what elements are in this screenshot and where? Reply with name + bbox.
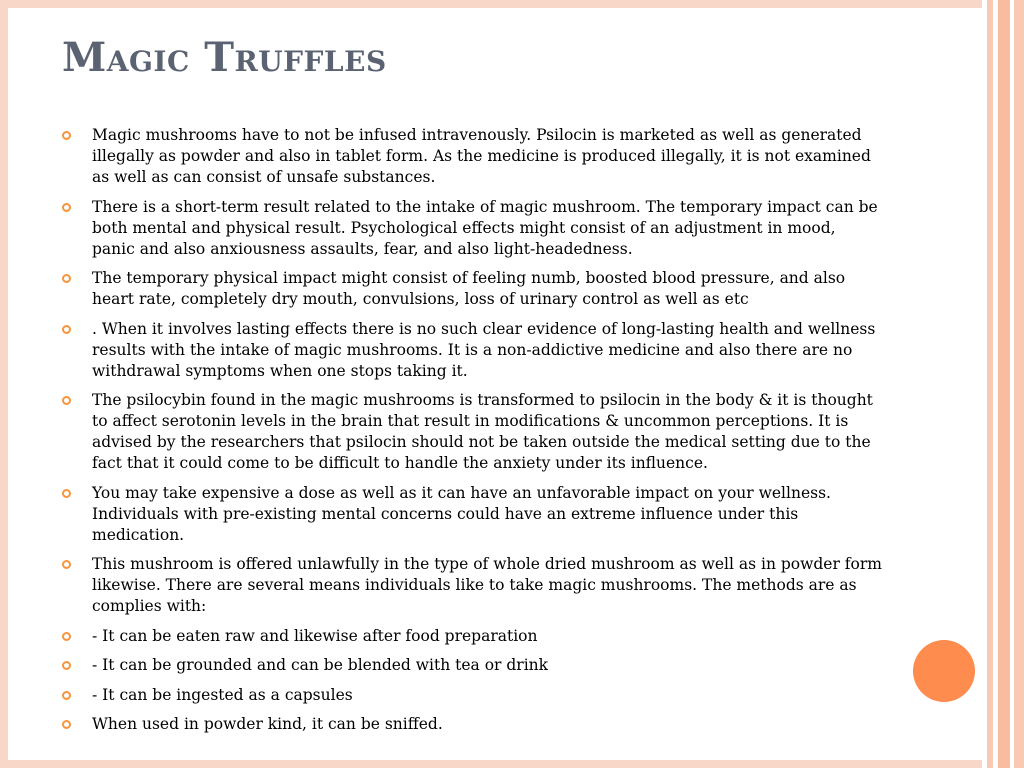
slide-title: Magic Truffles (62, 34, 387, 81)
bullet-icon (62, 489, 71, 498)
bullet-item (62, 626, 882, 647)
orange-circle-decoration (913, 640, 975, 702)
bullet-icon (62, 396, 71, 405)
bullet-icon (62, 325, 71, 334)
bullet-text: . When it involves lasting effects there is no such clear evidence of long-lasting health and wellness results with the intake of magic mushrooms. It is a non-addictive medicine and also there are no withdrawal symptoms when one stops taking it. (92, 319, 876, 380)
bullet-icon (62, 632, 71, 641)
bullet-icon (62, 274, 71, 283)
bullet-text: This mushroom is offered unlawfully in the type of whole dried mushroom as well as in powder form likewise. There are several means individuals like to take magic mushrooms. The methods are as complies with: (92, 555, 882, 615)
bullet-text: There is a short-term result related to the intake of magic mushroom. The temporary impact can be both mental and physical result. Psychological effects might consist of an adjustment in mood, panic and also anxiousness assaults, fear, and also light-headedness. (92, 197, 878, 258)
bullet-text: - It can be ingested as a capsules (92, 685, 353, 704)
bullet-text: When used in powder kind, it can be sniffed. (92, 715, 443, 733)
frame-bottom-border (0, 760, 1024, 768)
bullet-item (62, 125, 882, 188)
frame-top-border (0, 0, 1024, 8)
bullet-icon (62, 131, 71, 140)
bullet-icon (62, 691, 71, 700)
bullet-item (62, 554, 882, 617)
bullet-item (62, 268, 882, 310)
bullet-item (62, 319, 882, 382)
bullet-item (62, 685, 882, 706)
stripe (998, 0, 1010, 768)
bullet-item (62, 714, 882, 735)
bullet-text: You may take expensive a dose as well as it can have an unfavorable impact on your wellness. Individuals with pre-existing mental concerns could have an extreme influence under this medication. (92, 483, 831, 544)
bullet-item (62, 655, 882, 676)
bullet-text: - It can be grounded and can be blended with tea or drink (92, 656, 549, 674)
stripe (1014, 0, 1024, 768)
bullet-text: The psilocybin found in the magic mushrooms is transformed to psilocin in the body & it is thought to affect serotonin levels in the brain that result in modifications & uncommon perceptions. It is advised by the researchers that psilocin should not be taken outside the medical setting due to the fact that it could come to be difficult to handle the anxiety under its influence. (92, 391, 873, 472)
bullet-icon (62, 560, 71, 569)
bullet-text: Magic mushrooms have to not be infused intravenously. Psilocin is marketed as well as generated illegally as powder and also in tablet form. As the medicine is produced illegally, it is not examined as well as can consist of unsafe substances. (92, 126, 871, 186)
bullet-icon (62, 720, 71, 729)
bullet-text: The temporary physical impact might consist of feeling numb, boosted blood pressure, and also heart rate, completely dry mouth, convulsions, loss of urinary control as well as etc (92, 269, 846, 308)
bullet-item (62, 483, 882, 546)
frame-left-border (0, 0, 8, 768)
bullet-item (62, 390, 882, 474)
bullet-icon (62, 203, 71, 212)
bullet-icon (62, 661, 71, 670)
bullet-list (62, 125, 882, 744)
right-decorative-stripes (982, 0, 1024, 768)
bullet-item (62, 197, 882, 260)
bullet-text: - It can be eaten raw and likewise after food preparation (92, 626, 538, 645)
